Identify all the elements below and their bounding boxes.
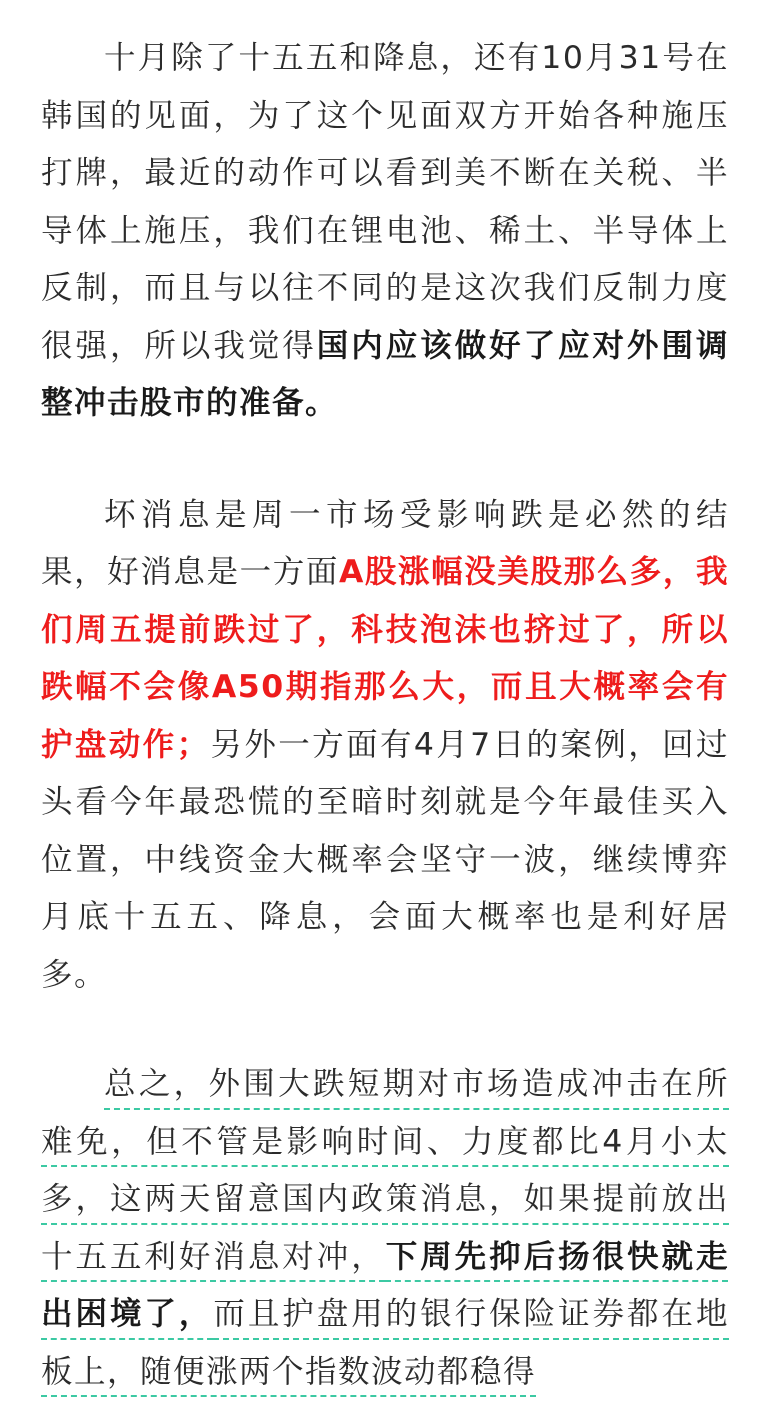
paragraph-1-bold-text: 国内应该做好了应对外围调整冲击股市的准备。 xyxy=(41,327,729,421)
paragraph-2 xyxy=(41,487,729,1005)
paragraph-3-text-start: 总之，外围大跌短期对市场造成冲击在所难免，但不管是影响时间、力度都比4月小太多，这两天留意国内政策消息，如果提前放出十五五利好消息对冲， xyxy=(41,1066,729,1275)
paragraph-2-text-start: 坏消息是周一市场受影响跌是必然的结果，好消息是一方面 xyxy=(41,496,729,590)
paragraph-2-red-highlight: A股涨幅没美股那么多，我们周五提前跌过了，科技泡沫也挤过了，所以跌幅不会像A50期指那么大，而且大概率会有护盘动作； xyxy=(41,554,729,763)
paragraph-3-text-end: 而且护盘用的银行保险证券都在地板上，随便涨两个指数波动都稳得 xyxy=(41,1296,729,1390)
article-body xyxy=(41,30,729,1401)
paragraph-3-underlined xyxy=(41,1056,729,1401)
paragraph-1-text: 十月除了十五五和降息，还有10月31号在韩国的见面，为了这个见面双方开始各种施压打牌，最近的动作可以看到美不断在关税、半导体上施压，我们在锂电池、稀土、半导体上反制，而且与以往不同的是这次我们反制力度很强，所以我觉得 xyxy=(41,40,729,364)
paragraph-3-bold-text: 下周先抑后扬很快就走出困境了， xyxy=(41,1238,729,1332)
paragraph-2-text-end: 另外一方面有4月7日的案例，回过头看今年最恐慌的至暗时刻就是今年最佳买入位置，中线资金大概率会坚守一波，继续博弈月底十五五、降息，会面大概率也是利好居多。 xyxy=(41,726,729,993)
paragraph-1 xyxy=(41,30,729,433)
